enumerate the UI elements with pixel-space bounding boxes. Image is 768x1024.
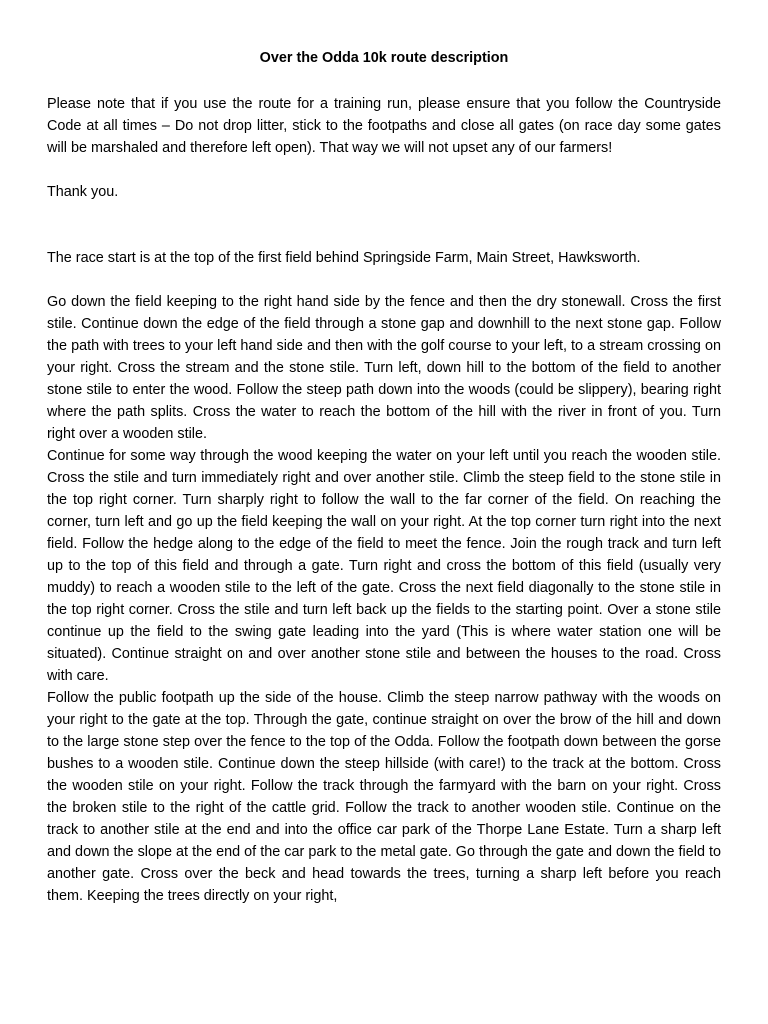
paragraph-race-start: The race start is at the top of the first field behind Springside Farm, Main Street, Hawksworth. bbox=[47, 250, 641, 266]
paragraph-route-section-2: Continue for some way through the wood keeping the water on your left until you reach the wooden stile. Cross the stile and turn immediately right and over another stile. Climb the steep field to the stone stile in the top right corner. Turn sharply right to follow the wall to the far corner of the field. On reaching the corner, turn left and go up the field keeping the wall on your right. At the top corner turn right into the next field. Follow the hedge along to the edge of the field to meet the fence. Join the rough track and turn left up to the top of this field and through a gate. Turn right and cross the bottom of this field (usually very muddy) to reach a wooden stile to the left of the gate. Cross the next field diagonally to the stone stile in the top right corner. Cross the stile and turn left back up the fields to the starting point. Over a stone stile continue up the field to the swing gate leading into the yard (This is where water station one will be situated). Continue straight on and over another stone stile and between the houses to the road. Cross with care. bbox=[47, 448, 721, 684]
paragraph-countryside-note: Please note that if you use the route for a training run, please ensure that you follow the Countryside Code at all times – Do not drop litter, stick to the footpaths and close all gates (on race day some gates will be marshaled and therefore left open). That way we will not upset any of our farmers! bbox=[47, 96, 721, 156]
paragraph-thank-you: Thank you. bbox=[47, 184, 119, 200]
paragraph-route-section-1: Go down the field keeping to the right hand side by the fence and then the dry stonewall. Cross the first stile. Continue down the edge of the field through a stone gap and downhill to the next stone gap. Follow the path with trees to your left hand side and then with the golf course to your left, to a stream crossing on your right. Cross the stream and the stone stile. Turn left, down hill to the bottom of the field to another stone stile to enter the wood. Follow the steep path down into the woods (could be slippery), bearing right where the path splits. Cross the water to reach the bottom of the hill with the river in front of you. Turn right over a wooden stile. bbox=[47, 294, 721, 442]
paragraph-route-section-3: Follow the public footpath up the side of the house. Climb the steep narrow pathway with the woods on your right to the gate at the top. Through the gate, continue straight on over the brow of the hill and down to the large stone step over the fence to the top of the Odda. Follow the footpath down between the gorse bushes to a wooden stile. Continue down the steep hillside (with care!) to the track at the bottom. Cross the wooden stile on your right. Follow the track through the farmyard with the barn on your right. Cross the broken stile to the right of the cattle grid. Follow the track to another wooden stile. Continue on the track to another stile at the end and into the office car park of the Thorpe Lane Estate. Turn a sharp left and down the slope at the end of the car park to the metal gate. Go through the gate and down the field to another gate. Cross over the beck and head towards the trees, turning a sharp left before you reach them. Keeping the trees directly on your right, bbox=[47, 690, 721, 904]
document-title: Over the Odda 10k route description bbox=[259, 50, 509, 66]
